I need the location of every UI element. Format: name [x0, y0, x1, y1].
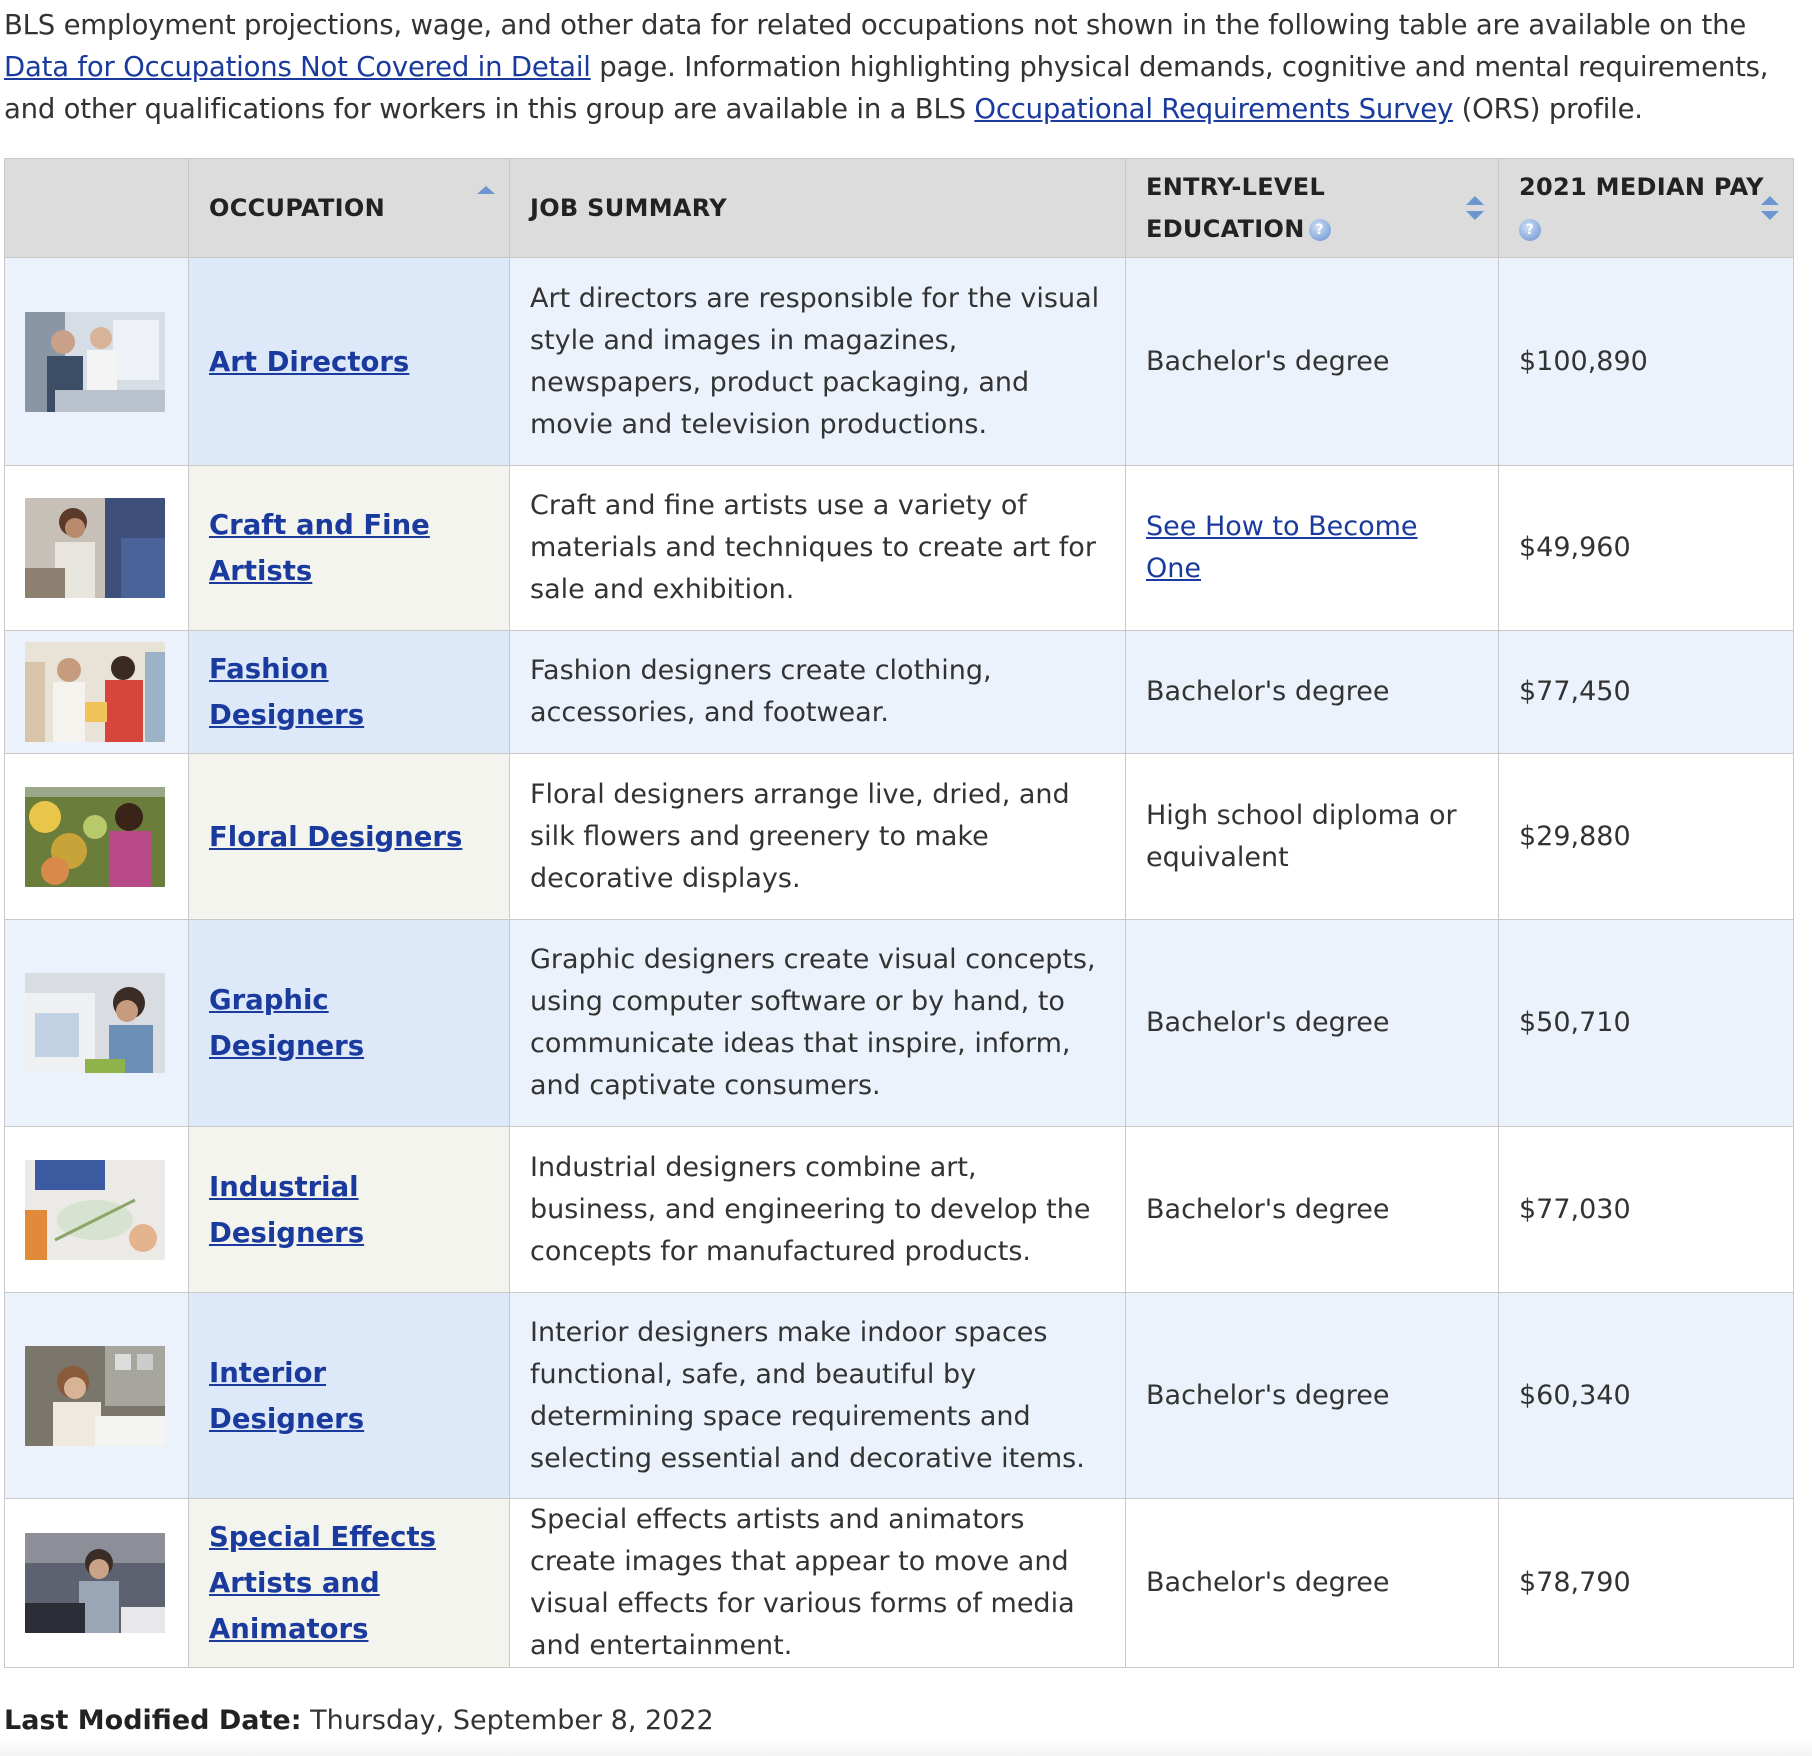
- pay-cell: $78,790: [1499, 1499, 1794, 1668]
- table-row: [5, 631, 1794, 754]
- last-modified: [4, 1705, 714, 1736]
- header-education[interactable]: [1126, 159, 1499, 258]
- intro-paragraph: [4, 4, 1794, 130]
- occupation-link[interactable]: Fashion Designers: [209, 653, 365, 731]
- sort-both-icon[interactable]: [1759, 193, 1781, 223]
- education-cell: High school diploma or equivalent: [1126, 754, 1499, 920]
- art-directors-photo[interactable]: [25, 312, 165, 412]
- graphic-designers-photo[interactable]: [25, 973, 165, 1073]
- pay-cell: $100,890: [1499, 258, 1794, 466]
- occupation-image-cell: [5, 1127, 189, 1293]
- header-image: [5, 159, 189, 258]
- job-summary-cell: Fashion designers create clothing, accessories, and footwear.: [510, 631, 1126, 754]
- sort-ascending-icon[interactable]: [475, 184, 497, 214]
- header-pay-label: 2021 MEDIAN PAY: [1519, 173, 1764, 201]
- occupation-link[interactable]: Graphic Designers: [209, 984, 365, 1062]
- header-job-summary: [510, 159, 1126, 258]
- table-row: [5, 1127, 1794, 1293]
- floral-designers-photo[interactable]: [25, 787, 165, 887]
- occupation-image-cell: [5, 466, 189, 631]
- intro-text-2: page. Information highlighting physical demands, cognitive and mental requirements, and other qualifications for workers in this group are available in a BLS: [4, 51, 1769, 125]
- occupation-image-cell: [5, 258, 189, 466]
- occupation-link[interactable]: Craft and Fine Artists: [209, 509, 430, 587]
- occupation-link[interactable]: Special Effects Artists and Animators: [209, 1521, 436, 1645]
- table-row: [5, 754, 1794, 920]
- pay-help-icon[interactable]: ?: [1519, 219, 1541, 241]
- occupation-cell: [189, 1293, 510, 1499]
- occupation-image-cell: [5, 1293, 189, 1499]
- occupation-link[interactable]: Floral Designers: [209, 820, 463, 853]
- occupation-cell: [189, 754, 510, 920]
- table-row: [5, 1293, 1794, 1499]
- special-effects-artists-photo[interactable]: [25, 1533, 165, 1633]
- header-occupation-label: OCCUPATION: [209, 194, 386, 222]
- last-modified-date: Thursday, September 8, 2022: [310, 1705, 714, 1736]
- pay-cell: $77,450: [1499, 631, 1794, 754]
- occupation-image-cell: [5, 920, 189, 1127]
- education-cell: Bachelor's degree: [1126, 258, 1499, 466]
- occupation-image-cell: [5, 754, 189, 920]
- pay-cell: $29,880: [1499, 754, 1794, 920]
- occupation-link[interactable]: Interior Designers: [209, 1356, 365, 1435]
- pay-cell: $77,030: [1499, 1127, 1794, 1293]
- job-summary-cell: Floral designers arrange live, dried, and silk flowers and greenery to make decorative displays.: [510, 754, 1126, 920]
- header-education-label-2: EDUCATION: [1146, 215, 1305, 243]
- table-row: [5, 1499, 1794, 1668]
- job-summary-cell: Interior designers make indoor spaces functional, safe, and beautiful by determining space requirements and selecting essential and decorative items.: [510, 1293, 1126, 1499]
- occupation-cell: [189, 1499, 510, 1668]
- table-row: [5, 920, 1794, 1127]
- page-bottom-edge: [0, 1738, 1812, 1756]
- table-header-row: [5, 159, 1794, 258]
- table-row: [5, 466, 1794, 631]
- sort-both-icon[interactable]: [1464, 193, 1486, 223]
- header-pay[interactable]: [1499, 159, 1794, 258]
- occupation-cell: [189, 920, 510, 1127]
- occupation-link[interactable]: Industrial Designers: [209, 1170, 365, 1249]
- last-modified-label: Last Modified Date:: [4, 1705, 302, 1736]
- occupation-cell: [189, 631, 510, 754]
- education-cell: Bachelor's degree: [1126, 631, 1499, 754]
- header-occupation[interactable]: [189, 159, 510, 258]
- ors-link[interactable]: Occupational Requirements Survey: [974, 93, 1454, 125]
- pay-cell: $49,960: [1499, 466, 1794, 631]
- occupation-cell: [189, 466, 510, 631]
- occupation-link[interactable]: Art Directors: [209, 345, 410, 378]
- pay-cell: $50,710: [1499, 920, 1794, 1127]
- education-cell: [1126, 466, 1499, 631]
- occupation-image-cell: [5, 1499, 189, 1668]
- education-cell: Bachelor's degree: [1126, 1127, 1499, 1293]
- occupation-image-cell: [5, 631, 189, 754]
- occupation-cell: [189, 258, 510, 466]
- job-summary-cell: Art directors are responsible for the visual style and images in magazines, newspapers, product packaging, and movie and television productions.: [510, 258, 1126, 466]
- education-cell: Bachelor's degree: [1126, 1293, 1499, 1499]
- craft-fine-artists-photo[interactable]: [25, 498, 165, 598]
- job-summary-cell: Special effects artists and animators create images that appear to move and visual effects for various forms of media and entertainment.: [510, 1499, 1126, 1668]
- header-job-summary-label: JOB SUMMARY: [530, 194, 727, 222]
- industrial-designers-photo[interactable]: [25, 1160, 165, 1260]
- table-row: [5, 258, 1794, 466]
- education-cell: Bachelor's degree: [1126, 920, 1499, 1127]
- header-education-label-1: ENTRY-LEVEL: [1146, 173, 1326, 201]
- job-summary-cell: Craft and fine artists use a variety of materials and techniques to create art for sale and exhibition.: [510, 466, 1126, 631]
- see-how-to-become-one-link[interactable]: See How to Become One: [1146, 511, 1418, 584]
- education-help-icon[interactable]: ?: [1309, 219, 1331, 241]
- fashion-designers-photo[interactable]: [25, 642, 165, 742]
- education-cell: Bachelor's degree: [1126, 1499, 1499, 1668]
- intro-text-3: (ORS) profile.: [1453, 93, 1643, 125]
- data-not-covered-link[interactable]: Data for Occupations Not Covered in Detail: [4, 51, 591, 83]
- intro-text-1: BLS employment projections, wage, and other data for related occupations not shown in the following table are available on the: [4, 9, 1747, 41]
- occupation-cell: [189, 1127, 510, 1293]
- job-summary-cell: Graphic designers create visual concepts, using computer software or by hand, to communicate ideas that inspire, inform, and captivate consumers.: [510, 920, 1126, 1127]
- occupations-table: [4, 158, 1794, 1668]
- pay-cell: $60,340: [1499, 1293, 1794, 1499]
- interior-designers-photo[interactable]: [25, 1346, 165, 1446]
- job-summary-cell: Industrial designers combine art, business, and engineering to develop the concepts for manufactured products.: [510, 1127, 1126, 1293]
